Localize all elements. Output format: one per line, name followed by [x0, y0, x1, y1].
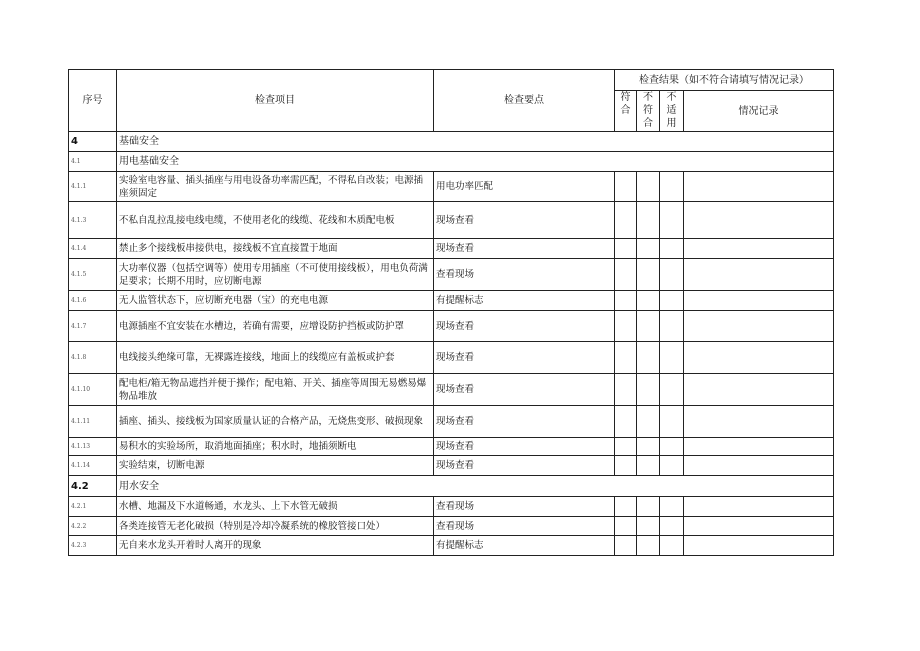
nonconform-cell: [637, 311, 660, 342]
nonconform-cell: [637, 374, 660, 406]
nonconform-cell: [637, 497, 660, 517]
row-item: 易积水的实验场所，取消地面插座；积水时，地插须断电: [117, 438, 434, 456]
na-cell: [660, 456, 684, 476]
row-number: 4.1.8: [69, 342, 117, 374]
record-cell: [684, 406, 834, 438]
conform-cell: [615, 259, 637, 291]
nonconform-cell: [637, 291, 660, 311]
row-number: 4.1.3: [69, 202, 117, 239]
row-number: 4.1.14: [69, 456, 117, 476]
conform-cell: [615, 497, 637, 517]
conform-cell: [615, 239, 637, 259]
row-point: 现场查看: [434, 438, 615, 456]
na-cell: [660, 536, 684, 556]
conform-cell: [615, 202, 637, 239]
row-item: 插座、插头、接线板为国家质量认证的合格产品，无烧焦变形、破损现象: [117, 406, 434, 438]
row-number: 4.1.10: [69, 374, 117, 406]
record-cell: [684, 438, 834, 456]
nonconform-cell: [637, 517, 660, 536]
conform-cell: [615, 517, 637, 536]
header-point: 检查要点: [434, 70, 615, 132]
row-point: 用电功率匹配: [434, 172, 615, 202]
na-cell: [660, 202, 684, 239]
na-cell: [660, 311, 684, 342]
subsection-num: 4.1: [69, 152, 117, 172]
na-cell: [660, 374, 684, 406]
row-number: 4.1.13: [69, 438, 117, 456]
row-number: 4.1.6: [69, 291, 117, 311]
na-cell: [660, 342, 684, 374]
record-cell: [684, 536, 834, 556]
record-cell: [684, 374, 834, 406]
conform-cell: [615, 438, 637, 456]
row-item: 水槽、地漏及下水道畅通，水龙头、上下水管无破损: [117, 497, 434, 517]
conform-cell: [615, 374, 637, 406]
section-title: 基础安全: [117, 132, 834, 152]
nonconform-cell: [637, 172, 660, 202]
row-number: 4.2.1: [69, 497, 117, 517]
table-row: [69, 202, 834, 239]
row-point: 查看现场: [434, 497, 615, 517]
header-na: 不 适 用: [660, 91, 684, 132]
record-cell: [684, 202, 834, 239]
row-number: 4.1.1: [69, 172, 117, 202]
record-cell: [684, 517, 834, 536]
nonconform-cell: [637, 239, 660, 259]
row-number: 4.1.11: [69, 406, 117, 438]
row-item: 禁止多个接线板串接供电，接线板不宜直接置于地面: [117, 239, 434, 259]
record-cell: [684, 456, 834, 476]
table-row: [69, 406, 834, 438]
row-number: 4.2.3: [69, 536, 117, 556]
table-row: [69, 497, 834, 517]
conform-cell: [615, 342, 637, 374]
row-item: 电源插座不宜安装在水槽边，若确有需要，应增设防护挡板或防护罩: [117, 311, 434, 342]
na-cell: [660, 291, 684, 311]
table-row: [69, 374, 834, 406]
subsection-title: 用水安全: [117, 476, 834, 497]
row-item: 无自来水龙头开着时人离开的现象: [117, 536, 434, 556]
na-cell: [660, 172, 684, 202]
table-row: [69, 239, 834, 259]
row-number: 4.2.2: [69, 517, 117, 536]
na-cell: [660, 517, 684, 536]
na-cell: [660, 239, 684, 259]
nonconform-cell: [637, 536, 660, 556]
nonconform-cell: [637, 456, 660, 476]
conform-cell: [615, 311, 637, 342]
na-cell: [660, 438, 684, 456]
record-cell: [684, 172, 834, 202]
row-item: 电线接头绝缘可靠，无裸露连接线，地面上的线缆应有盖板或护套: [117, 342, 434, 374]
header-result: 检查结果（如不符合请填写情况记录）: [615, 70, 834, 91]
table-row: [69, 311, 834, 342]
table-row: [69, 536, 834, 556]
row-point: 现场查看: [434, 374, 615, 406]
na-cell: [660, 259, 684, 291]
header-conform: 符 合: [615, 91, 637, 132]
nonconform-cell: [637, 202, 660, 239]
na-cell: [660, 406, 684, 438]
record-cell: [684, 342, 834, 374]
header-item: 检查项目: [117, 70, 434, 132]
row-item: 无人监管状态下，应切断充电器（宝）的充电电源: [117, 291, 434, 311]
row-point: 查看现场: [434, 517, 615, 536]
header-seq: 序号: [69, 70, 117, 132]
conform-cell: [615, 456, 637, 476]
row-item: 实验室电容量、插头插座与用电设备功率需匹配，不得私自改装；电源插座须固定: [117, 172, 434, 202]
row-point: 现场查看: [434, 406, 615, 438]
row-point: 现场查看: [434, 456, 615, 476]
row-point: 有提醒标志: [434, 291, 615, 311]
row-item: 配电柜/箱无物品遮挡并便于操作；配电箱、开关、插座等周围无易燃易爆物品堆放: [117, 374, 434, 406]
inspection-table: [68, 69, 834, 556]
record-cell: [684, 291, 834, 311]
table-row: [69, 342, 834, 374]
nonconform-cell: [637, 406, 660, 438]
row-point: 现场查看: [434, 342, 615, 374]
section-num: 4: [69, 132, 117, 152]
conform-cell: [615, 172, 637, 202]
row-item: 大功率仪器（包括空调等）使用专用插座（不可使用接线板），用电负荷满足要求；长期不用时，应切断电源: [117, 259, 434, 291]
section-row: [69, 132, 834, 152]
row-number: 4.1.5: [69, 259, 117, 291]
row-number: 4.1.7: [69, 311, 117, 342]
conform-cell: [615, 406, 637, 438]
table-row: [69, 259, 834, 291]
row-point: 现场查看: [434, 311, 615, 342]
table-row: [69, 438, 834, 456]
row-item: 不私自乱拉乱接电线电缆，不使用老化的线缆、花线和木质配电板: [117, 202, 434, 239]
row-point: 现场查看: [434, 202, 615, 239]
table-row: [69, 517, 834, 536]
subsection-row: [69, 152, 834, 172]
row-point: 有提醒标志: [434, 536, 615, 556]
row-number: 4.1.4: [69, 239, 117, 259]
na-cell: [660, 497, 684, 517]
nonconform-cell: [637, 259, 660, 291]
table-row: [69, 456, 834, 476]
table-row: [69, 172, 834, 202]
record-cell: [684, 239, 834, 259]
nonconform-cell: [637, 342, 660, 374]
record-cell: [684, 311, 834, 342]
header-nonconform: 不 符 合: [637, 91, 660, 132]
row-point: 查看现场: [434, 259, 615, 291]
subsection-title: 用电基础安全: [117, 152, 834, 172]
conform-cell: [615, 536, 637, 556]
subsection-row: [69, 476, 834, 497]
subsection-num: 4.2: [69, 476, 117, 497]
conform-cell: [615, 291, 637, 311]
record-cell: [684, 259, 834, 291]
row-item: 实验结束，切断电源: [117, 456, 434, 476]
row-point: 现场查看: [434, 239, 615, 259]
record-cell: [684, 497, 834, 517]
table-row: [69, 291, 834, 311]
header-record: 情况记录: [684, 91, 834, 132]
nonconform-cell: [637, 438, 660, 456]
row-item: 各类连接管无老化破损（特别是冷却冷凝系统的橡胶管接口处）: [117, 517, 434, 536]
